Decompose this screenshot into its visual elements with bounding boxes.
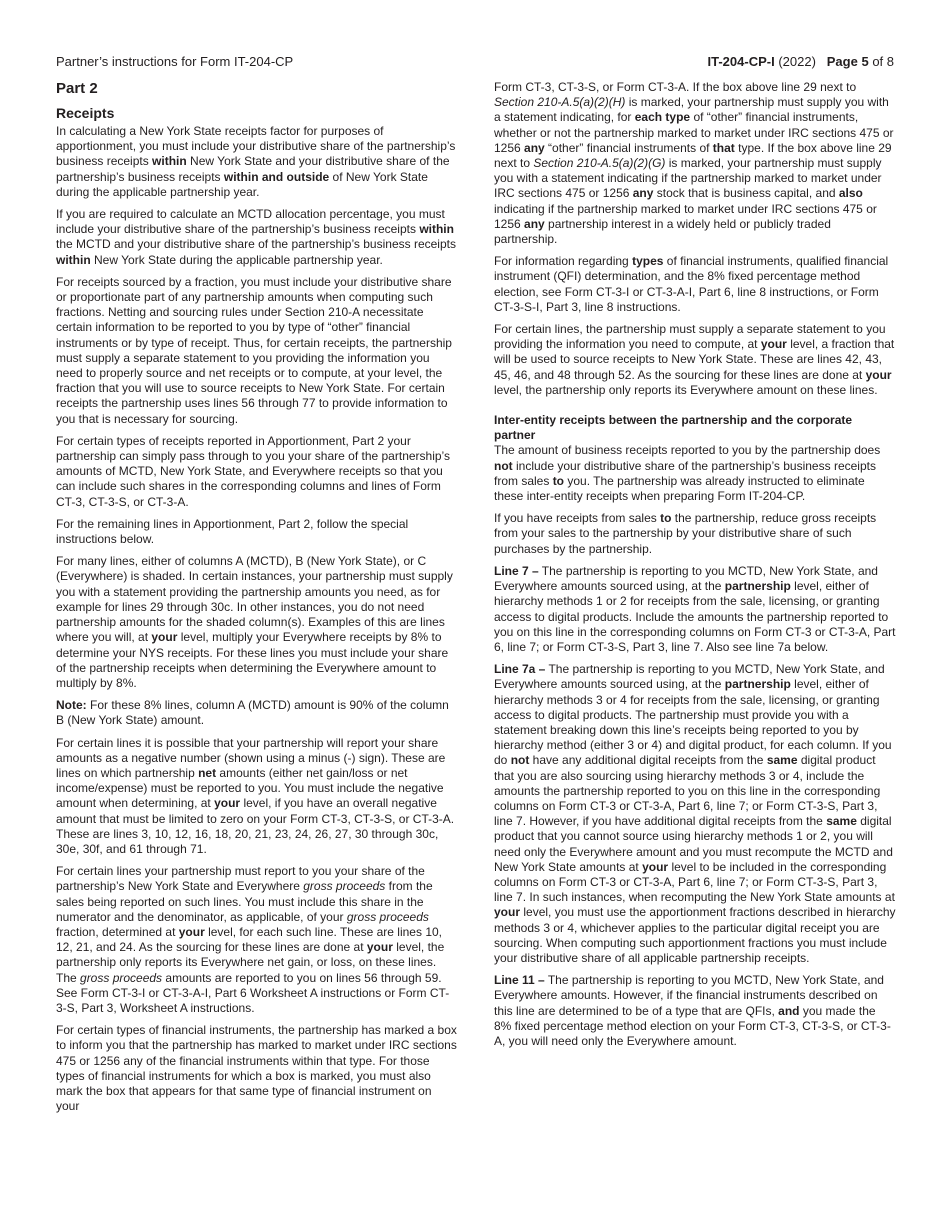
text-run: indicating if the partnership marked to market under IRC sections 475 or 1256 xyxy=(494,201,877,231)
text-run: partnership xyxy=(724,677,791,692)
page-total: of 8 xyxy=(872,54,894,69)
text-run: within xyxy=(56,252,91,267)
text-run: level, a fraction that will be used to source receipts to New York State. These are lines 42, 43, 45, 46, and 48 through 52. As the sourcing for these lines are done at xyxy=(494,337,895,382)
text-run: within and outside xyxy=(223,169,330,184)
text-run: level, either of hierarchy methods 3 or 4 for receipts from the sale, licensing, or granting access to digital products. The partnership must provide you with a statement breaking down this line’s receipts being reported to you by hierarchy method (either 3 or 4) and digital product, for each column. If you do xyxy=(494,677,892,768)
line-7-paragraph xyxy=(494,564,896,655)
text-run: gross proceeds xyxy=(346,909,429,924)
text-run: The amount of business receipts reported to you by the partnership does xyxy=(494,443,881,458)
text-run: Section 210-A.5(a)(2)(H) xyxy=(494,95,626,110)
text-run: level, you must use the apportionment fractions described in hierarchy methods 3 or 4, whichever applies to the particular digital receipt you are sourcing. When computing such apportionment fractions you must include your distributive share of all applicable partnership receipts. xyxy=(494,905,896,965)
page-label: Page xyxy=(826,54,858,69)
text-run: Line 7 – xyxy=(494,563,539,578)
paragraph xyxy=(56,207,458,268)
page-number: 5 xyxy=(861,54,869,69)
text-run: types xyxy=(632,254,664,269)
text-run: fraction, determined at xyxy=(56,924,179,939)
right-column xyxy=(494,80,896,1056)
text-run: For many lines, either of columns A (MCTD), B (New York State), or C (Everywhere) is shaded. In certain instances, your partnership must supply you with a statement providing the partnership amounts you need, as for example for lines 29 through 30c. In other instances, you do not need partnership amounts for the shaded column(s). Examples of this are lines where you will, at xyxy=(56,554,453,645)
line-11-paragraph xyxy=(494,973,896,1049)
text-run: your xyxy=(760,337,787,352)
text-run: to xyxy=(660,511,672,526)
text-run: partnership interest in a widely held or publicly traded partnership. xyxy=(494,216,831,247)
text-run: level, the partnership only reports its Everywhere amount on these lines. xyxy=(494,382,878,397)
paragraph xyxy=(56,736,458,858)
text-run: you. The partnership was already instructed to eliminate these inter-entity receipts when preparing Form IT-204-CP. xyxy=(494,473,865,504)
text-run: For certain types of receipts reported in Apportionment, Part 2 your partnership can simply pass through to you your share of the partnership’s amounts of MCTD, New York State, and Everywhere receipts so that you can include such shares in the corresponding columns and lines of Form CT-3, CT-3-S, or CT-3-A. xyxy=(56,433,450,509)
text-run: from the sales being reported on such lines. You must include this share in the numerator and the denominator, as applicable, of your xyxy=(56,879,433,924)
text-run: have any additional digital receipts from the xyxy=(529,753,767,768)
text-run: For receipts sourced by a fraction, you must include your distributive share or proportionate part of any partnership amounts when computing such fractions. Netting and sourcing rules under Section 210-A necessitate certain information to be reported to you by type of “other” financial instruments or by type of receipt. Thus, for certain receipts, the partnership must supply a separate statement to you providing the information you need to properly source and net receipts or to compute, at your level, the fraction that you will use to source receipts to New York State. For certain receipts the partnership uses lines 56 through 77 to provide information to you that is necessary for sourcing. xyxy=(56,274,452,426)
text-run: the partnership, reduce gross receipts from your sales to the partnership by your distributive share of such purchases by the partnership. xyxy=(494,511,877,556)
receipts-heading: Receipts xyxy=(56,105,115,121)
text-run: your xyxy=(865,367,892,382)
text-run: that xyxy=(712,140,735,155)
paragraph xyxy=(494,443,896,504)
paragraph xyxy=(56,554,458,691)
text-run: amounts (either net gain/loss or net income/expense) must be reported to you. You must include the negative amount when determining, at xyxy=(56,765,444,811)
page-header-form-info xyxy=(708,54,894,69)
text-run: of New York State during the applicable partnership year. xyxy=(56,169,428,199)
text-run: is marked, your partnership must supply you with a statement indicating if the partnership marked to market under IRC sections 475 or 1256 xyxy=(494,156,882,201)
text-run: For information regarding xyxy=(494,254,633,269)
text-run: digital product that you are also sourcing using hierarchy methods 3 or 4, include the amounts the partnership reported to you on this line in the corresponding columns on Form CT-3 or CT-3-A, Part 6, line 7; or Form CT-3-S, Part 3, line 7. However, if you have additional digital receipts from the xyxy=(494,753,881,829)
text-run: not xyxy=(494,458,513,473)
text-run: Line 11 – xyxy=(494,973,545,988)
text-run: amounts are reported to you on lines 56 through 59. See Form CT-3-I or CT-3-A-I, Part 6 Worksheet A instructions or Form CT-3-S, Part 3, Worksheet A instructions. xyxy=(56,970,450,1015)
text-run: In calculating a New York State receipts factor for purposes of apportionment, you must include your distributive share of the partnership’s business receipts xyxy=(56,124,456,169)
text-run: The partnership is reporting to you MCTD, New York State, and Everywhere amounts sourced using, at the xyxy=(494,662,885,692)
text-run: of financial instruments, qualified financial instrument (QFI) determination, and the 8% fixed percentage method election, see Form CT-3-I or CT-3-A-I, Part 6, line 8 instructions, or Form CT-3-S-I, Part 3, line 8 instructions. xyxy=(494,254,889,314)
text-run: Note: xyxy=(56,698,87,713)
text-run: New York State during the applicable partnership year. xyxy=(90,252,383,267)
text-run: any xyxy=(524,140,545,155)
text-run: level, the partnership only reports its Everywhere net gain, or loss, on these lines. The xyxy=(56,940,445,985)
paragraph xyxy=(494,322,896,398)
text-run: The partnership is reporting to you MCTD, New York State, and Everywhere amounts. However, if the financial instruments described on this line are determined to be of a type that are QFIs, xyxy=(494,973,884,1018)
text-run: Line 7a – xyxy=(494,662,546,677)
paragraph xyxy=(56,434,458,510)
text-run: For certain types of financial instruments, the partnership has marked a box to inform you that the partnership has marked to market under IRC sections 475 or 1256 any of the financial instruments within that type. For those types of financial instruments for which a box is marked, you must also mark the box that appears for that same type of financial instrument on your xyxy=(56,1023,457,1114)
text-run: gross proceeds xyxy=(80,970,163,985)
text-run: same xyxy=(766,753,798,768)
text-run: partnership xyxy=(724,579,791,594)
text-run: any xyxy=(524,216,545,231)
text-run: If you are required to calculate an MCTD allocation percentage, you must include your distributive share of the partnership’s business receipts xyxy=(56,207,445,237)
text-run: is marked, your partnership must supply you with a statement indicating, for xyxy=(494,95,889,125)
text-run: not xyxy=(510,753,530,768)
page-header-title: Partner’s instructions for Form IT-204-CP xyxy=(56,54,294,69)
text-run: type. If the box above line 29 next to xyxy=(494,140,892,171)
text-run: For certain lines it is possible that your partnership will report your share amounts as a negative number (shown using a minus (-) sign). These are lines on which partnership xyxy=(56,735,446,780)
paragraph xyxy=(56,275,458,427)
text-run: net xyxy=(198,765,217,780)
text-run: For certain lines your partnership must report to you your share of the partnership’s New York State and Everywhere xyxy=(56,864,425,894)
paragraph xyxy=(494,511,896,557)
text-run: For these 8% lines, column A (MCTD) amount is 90% of the column B (New York State) amount. xyxy=(56,698,449,728)
text-run: New York State and your distributive share of the partnership’s business receipts xyxy=(56,154,450,184)
text-run: level, multiply your Everywhere receipts by 8% to determine your NYS receipts. For these lines you must include your share of the partnership receipts when determining the Everywhere amount to multiply by 8%. xyxy=(56,630,449,690)
text-run: and xyxy=(778,1003,800,1018)
note-paragraph xyxy=(56,698,458,728)
text-run: you made the 8% fixed percentage method election on your Form CT-3, CT-3-S, or CT-3-A, you will need only the Everywhere amount. xyxy=(494,1003,891,1048)
text-run: Section 210-A.5(a)(2)(G) xyxy=(533,156,666,171)
text-run: within xyxy=(152,154,187,169)
text-run: For the remaining lines in Apportionment, Part 2, follow the special instructions below. xyxy=(56,516,409,547)
paragraph xyxy=(494,80,896,247)
text-run: within xyxy=(419,222,454,237)
interentity-heading: Inter-entity receipts between the partnership and the corporate partner xyxy=(494,413,853,443)
text-run: gross proceeds xyxy=(303,879,386,894)
text-run: any xyxy=(632,186,654,201)
text-run: the MCTD and your distributive share of the partnership’s business receipts xyxy=(56,237,456,252)
text-run: The partnership is reporting to you MCTD, New York State, and Everywhere amounts sourced using, at the xyxy=(494,563,878,594)
text-run: Form CT-3, CT-3-S, or Form CT-3-A. If the box above line 29 next to xyxy=(494,80,857,94)
text-run: your xyxy=(178,924,205,939)
text-run: include your distributive share of the partnership’s business receipts from sales xyxy=(494,458,876,488)
text-run: stock that is business capital, and xyxy=(653,186,839,201)
text-run: level, if you have an overall negative amount that must be limited to zero on your Form CT-3, CT-3-S, or CT-3-A. These are lines 3, 10, 12, 16, 18, 20, 21, 23, 24, 26, 27, 30 through 30c, 30e, 30f, and 61 through 71. xyxy=(56,796,455,856)
paragraph xyxy=(494,254,896,315)
text-run: also xyxy=(838,186,863,201)
text-run: level, for each such line. These are lines 10, 12, 21, and 24. As the sourcing for these lines are done at xyxy=(56,924,442,955)
text-run: your xyxy=(151,630,178,645)
text-run: of “other” financial instruments, whether or not the partnership marked to market under IRC sections 475 or 1256 xyxy=(494,110,894,155)
left-column xyxy=(56,80,458,1121)
paragraph xyxy=(56,1023,458,1114)
form-year: (2022) xyxy=(778,54,816,69)
paragraph xyxy=(56,517,458,547)
text-run: “other” financial instruments of xyxy=(544,140,713,155)
text-run: If you have receipts from sales xyxy=(494,511,661,526)
text-run: same xyxy=(826,814,857,829)
text-run: to xyxy=(552,473,565,488)
part-title: Part 2 xyxy=(56,80,98,97)
text-run: your xyxy=(214,796,241,811)
paragraph xyxy=(56,124,458,200)
text-run: level to be included in the corresponding columns on Form CT-3 or CT-3-A, Part 6, line 7; or Form CT-3-S, Part 3, line 7. In such instances, when recomputing the New York State amounts at xyxy=(494,859,895,905)
text-run: your xyxy=(494,905,521,920)
form-id: IT-204-CP-I xyxy=(707,54,775,69)
text-run: digital product that you cannot source using hierarchy methods 1 or 2, you will need only the Everywhere amount and you must recompute the MCTD and New York State amounts at xyxy=(494,814,893,874)
text-run: For certain lines, the partnership must supply a separate statement to you providing the information you need to compute, at xyxy=(494,322,886,352)
line-7a-paragraph xyxy=(494,662,896,966)
text-run: each type xyxy=(634,110,691,125)
text-run: level, either of hierarchy methods 1 or 2 for receipts from the sale, licensing, or granting access to digital products. Include the amounts the partnership reported to you on this line in the corresponding columns on Form CT-3 or CT-3-A, Part 6, line 7; or Form CT-3-S, Part 3, line 7. Also see line 7a below. xyxy=(494,579,896,654)
paragraph xyxy=(56,864,458,1016)
text-run: your xyxy=(642,859,669,874)
text-run: your xyxy=(366,940,393,955)
